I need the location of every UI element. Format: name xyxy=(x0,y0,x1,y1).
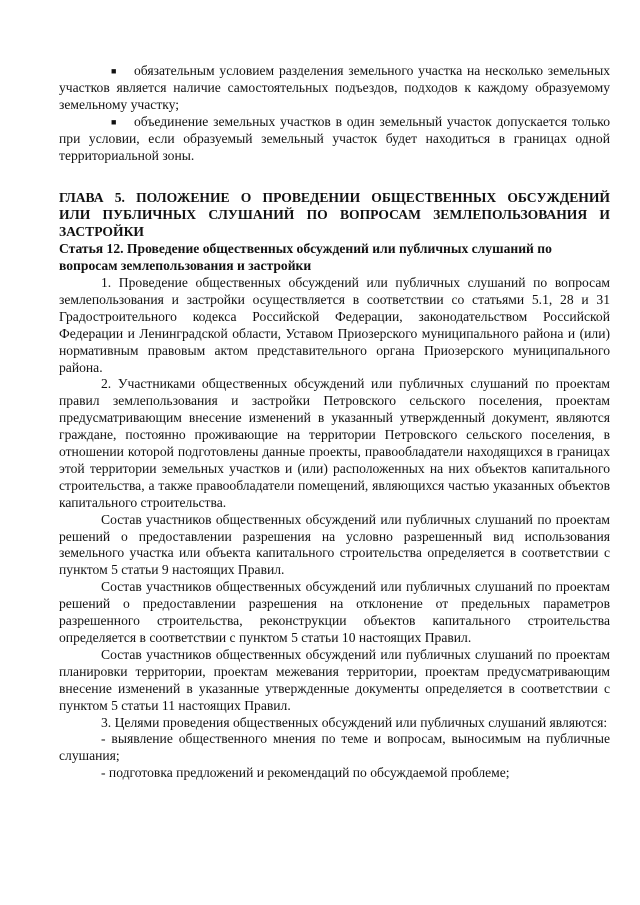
bullet-item xyxy=(59,63,610,114)
bullet-item xyxy=(59,114,610,165)
document-page xyxy=(59,63,610,782)
paragraph: 2. Участниками общественных обсуждений или публичных слушаний по проектам правил землепользования и застройки Петровского сельского поселения, проектам предусматривающим внесение изменений в указанный утвержденный документ, являются граждане, постоянно проживающие на территории Петровского сельского поселения, в отношении которой подготовлены данные проекты, правообладатели находящихся в границах этой территории земельных участков и (или) расположенных на них объектов капитального строительства, а также правообладатели помещений, являющихся частью указанных объектов капитального строительства. xyxy=(59,376,610,510)
paragraph: Состав участников общественных обсуждений или публичных слушаний по проектам планировки территории, проектам межевания территории, проектам предусматривающим внесение изменений в указанные утвержденные документы определяется в соответствии с пунктом 5 статьи 11 настоящих Правил. xyxy=(59,646,610,713)
bullet-text: обязательным условием разделения земельного участка на несколько земельных участков является наличие самостоятельных подъездов, подходов к каждому образуемому земельному участку; xyxy=(59,63,610,112)
article-heading: Статья 12. Проведение общественных обсуждений или публичных слушаний по вопросам землепользования и застройки xyxy=(59,241,552,274)
paragraph: Состав участников общественных обсуждений или публичных слушаний по проектам решений о предоставлении разрешения на отклонение от предельных параметров разрешенного строительства, реконструкции объектов капитального строительства определяется в соответствии с пунктом 5 статьи 10 настоящих Правил. xyxy=(59,579,610,645)
paragraph: 3. Целями проведения общественных обсуждений или публичных слушаний являются: xyxy=(101,714,608,730)
bullet-text: объединение земельных участков в один земельный участок допускается только при условии, если образуемый земельный участок будет находиться в границах одной территориальной зоны. xyxy=(59,113,610,163)
square-bullet-icon: ■ xyxy=(111,66,117,76)
paragraph: 1. Проведение общественных обсуждений или публичных слушаний по вопросам землепользования и застройки осуществляется в соответствии со статьями 5.1, 28 и 31 Градостроительного кодекса Российской Федерации, законодательством Российской Федерации и Ленинградской области, Уставом Приозерского муниципального района и (или) нормативным правовым актом представительного органа Приозерского муниципального района. xyxy=(59,274,610,375)
square-bullet-icon: ■ xyxy=(111,116,117,127)
dash-list-item: - подготовка предложений и рекомендаций по обсуждаемой проблеме; xyxy=(101,765,510,781)
dash-list-item: - выявление общественного мнения по теме и вопросам, выносимым на публичные слушания; xyxy=(59,731,610,764)
paragraph: Состав участников общественных обсуждений или публичных слушаний по проектам решений о предоставлении разрешения на условно разрешенный вид использования земельного участка или объекта капитального строительства определяется в соответствии с пунктом 5 статьи 9 настоящих Правил. xyxy=(59,511,610,578)
chapter-heading: ГЛАВА 5. ПОЛОЖЕНИЕ О ПРОВЕДЕНИИ ОБЩЕСТВЕННЫХ ОБСУЖДЕНИЙ ИЛИ ПУБЛИЧНЫХ СЛУШАНИЙ ПО ВОПРОСАМ ЗЕМЛЕПОЛЬЗОВАНИЯ И ЗАСТРОЙКИ xyxy=(59,190,610,240)
